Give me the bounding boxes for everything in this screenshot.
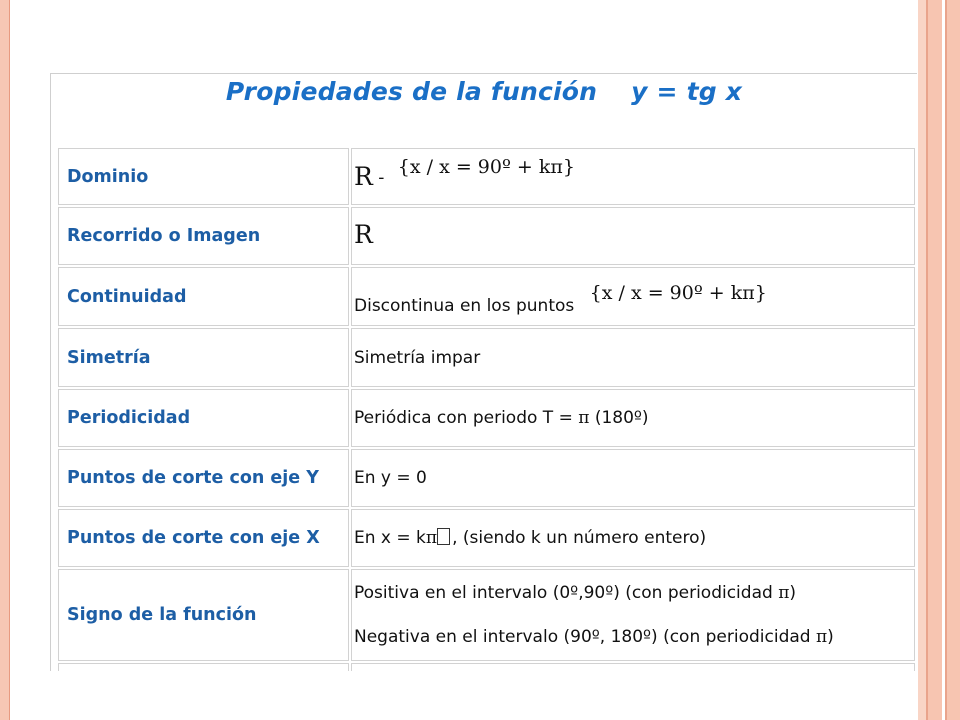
table-row <box>58 569 915 661</box>
x-intercept-text: En x = k <box>354 528 426 548</box>
row-label: Recorrido o Imagen <box>58 207 349 265</box>
row-label: Dominio <box>58 148 349 205</box>
row-value-empty <box>351 663 915 671</box>
pi-symbol: π <box>778 583 790 603</box>
row-value: Simetría impar <box>351 328 915 387</box>
row-label: Puntos de corte con eje Y <box>58 449 349 507</box>
row-label: Puntos de corte con eje X <box>58 509 349 567</box>
real-numbers-symbol: R <box>354 219 373 249</box>
close-paren: ) <box>827 627 834 647</box>
close-paren: ) <box>789 583 797 603</box>
positive-interval-line <box>354 582 910 604</box>
pi-symbol: π <box>425 528 438 548</box>
deco-stripe <box>928 0 942 720</box>
domain-formula: {x / x = 90º + kπ} <box>397 156 575 178</box>
row-value <box>351 509 915 567</box>
row-label-empty <box>58 663 349 671</box>
table-row <box>58 207 915 265</box>
row-value <box>351 267 915 326</box>
row-label: Simetría <box>58 328 349 387</box>
period-suffix: (180º) <box>589 408 649 428</box>
negative-interval-line <box>354 626 910 648</box>
continuity-text: Discontinua en los puntos <box>354 295 575 316</box>
page-title <box>51 77 917 106</box>
x-intercept-suffix: , (siendo k un número entero) <box>452 528 707 548</box>
properties-table <box>56 146 917 671</box>
title-function: y = tg x <box>631 77 743 106</box>
row-value <box>351 207 915 265</box>
positive-text: Positiva en el intervalo (0º,90º) (con periodicidad <box>354 583 779 603</box>
row-value <box>351 569 915 661</box>
table-row <box>58 449 915 507</box>
title-bar <box>51 74 917 144</box>
slide-right-decoration <box>916 0 960 720</box>
minus-sign: - <box>378 168 385 188</box>
table-row <box>58 509 915 567</box>
table-row <box>58 328 915 387</box>
table-row <box>58 148 915 205</box>
missing-glyph-box <box>437 528 450 545</box>
deco-stripe <box>918 0 926 720</box>
properties-panel <box>50 73 917 671</box>
table-row-partial <box>58 663 915 671</box>
continuity-formula: {x / x = 90º + kπ} <box>589 281 767 304</box>
slide-left-border <box>0 0 10 720</box>
pi-symbol: π <box>815 627 828 647</box>
row-value <box>351 389 915 447</box>
row-value <box>351 148 915 205</box>
table-row <box>58 267 915 326</box>
row-label: Periodicidad <box>58 389 349 447</box>
period-text: Periódica con periodo T = <box>354 408 579 428</box>
row-value: En y = 0 <box>351 449 915 507</box>
title-prefix: Propiedades de la función <box>225 77 598 106</box>
real-numbers-symbol: R <box>354 162 373 191</box>
row-label: Signo de la función <box>58 569 349 661</box>
table-row <box>58 389 915 447</box>
pi-symbol: π <box>578 408 590 428</box>
deco-stripe <box>947 0 960 720</box>
row-label: Continuidad <box>58 267 349 326</box>
negative-text: Negativa en el intervalo (90º, 180º) (con periodicidad <box>354 627 816 647</box>
